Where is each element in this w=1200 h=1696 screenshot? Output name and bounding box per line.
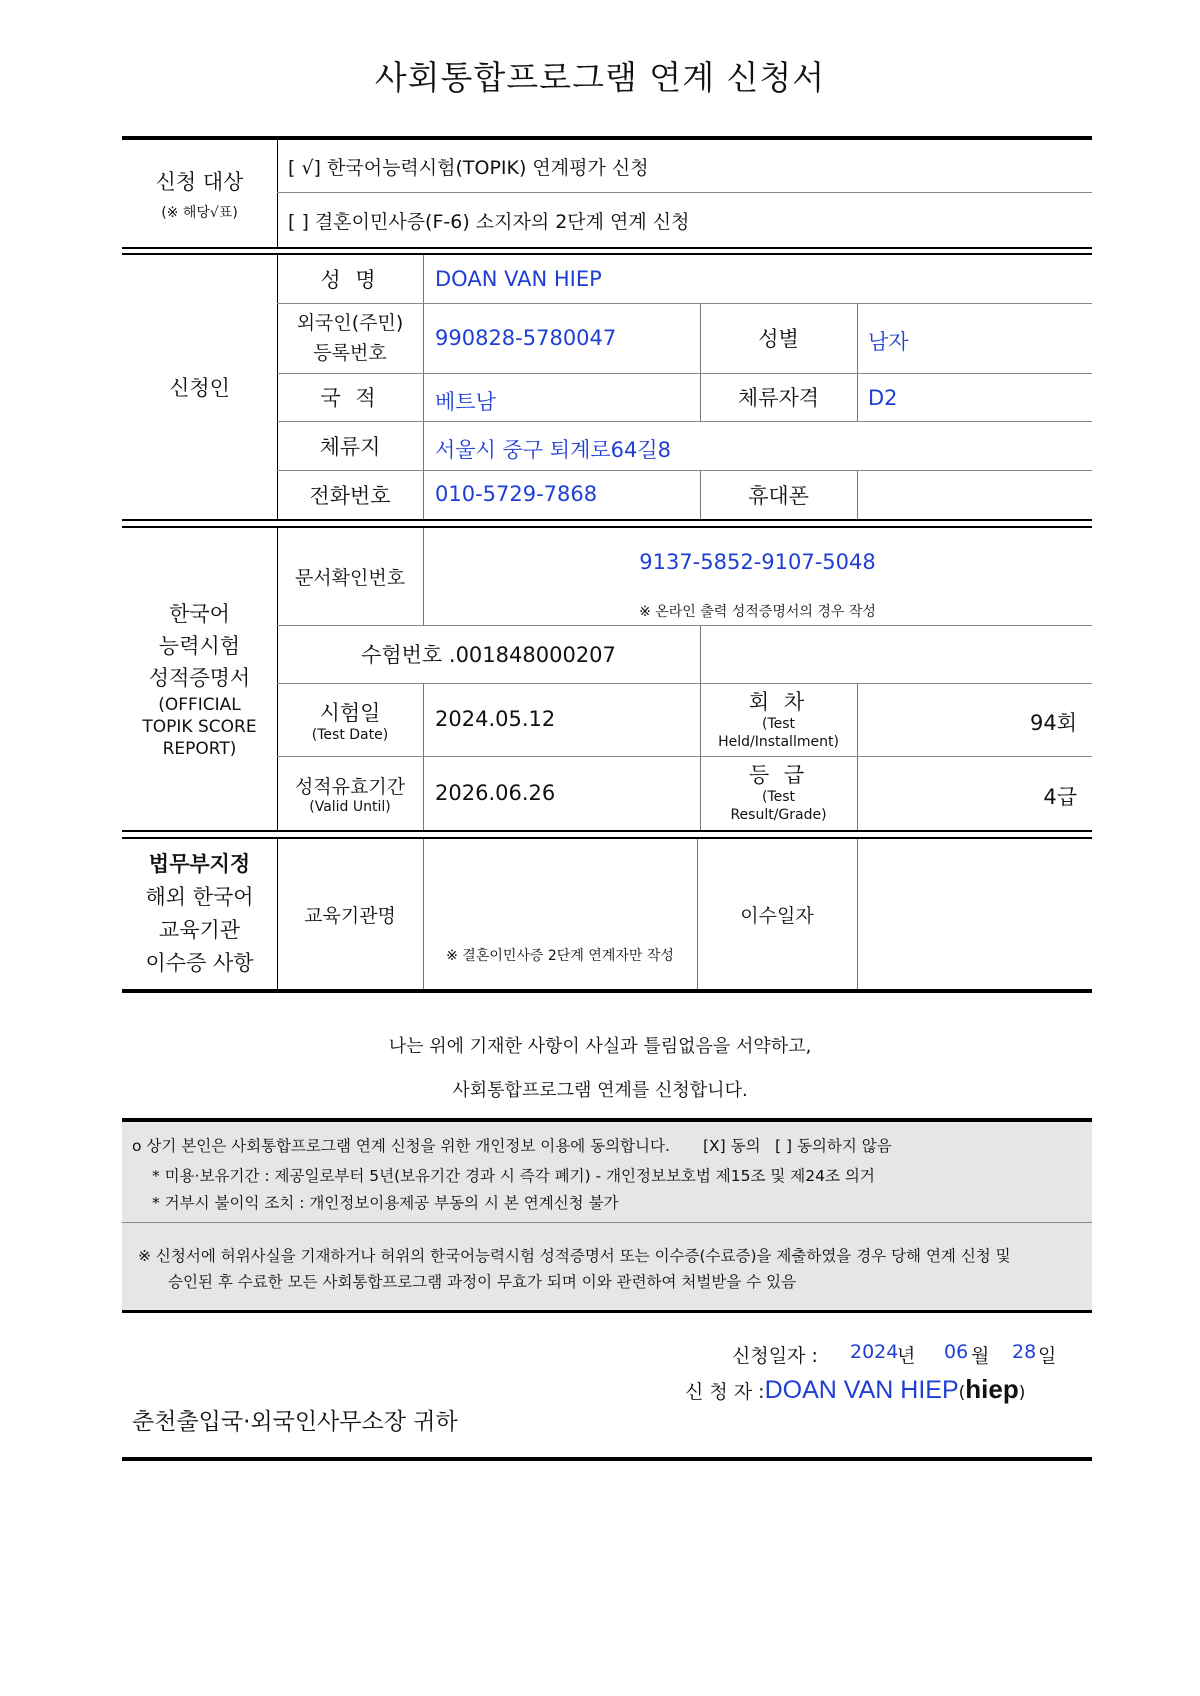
warning-line-2: 승인된 후 수료한 모든 사회통합프로그램 과정이 무효가 되며 이와 관련하여 처벌받을 수 있음 (168, 1273, 797, 1291)
round-value: 94회 (1029, 711, 1077, 735)
exam-no: 수험번호 .001848000207 (361, 643, 616, 667)
target-option-topik: [ √] 한국어능력시험(TOPIK) 연계평가 신청 (288, 157, 649, 179)
valid-value: 2026.06.26 (435, 781, 556, 805)
topik-label-en-2: TOPIK SCORE (142, 717, 257, 737)
valid-label (277, 756, 423, 830)
recipient: 춘천출입국·외국인사무소장 귀하 (132, 1409, 458, 1435)
address-value: 서울시 중구 퇴계로64길8 (435, 438, 672, 462)
apply-day: 28 (1012, 1341, 1037, 1363)
reg-no-value: 990828-5780047 (435, 326, 617, 350)
apply-month: 06 (944, 1341, 969, 1363)
topik-label-en-3: REPORT) (162, 739, 237, 759)
institution-note: ※ 결혼이민사증 2단계 연계자만 작성 (446, 948, 674, 964)
topik-label-1: 한국어 (169, 602, 230, 626)
valid-label-ko: 성적유효기간 (294, 775, 406, 798)
institution-section-label (122, 839, 277, 989)
apply-day-unit: 일 (1038, 1345, 1057, 1367)
test-date-label-ko: 시험일 (319, 700, 381, 725)
reg-label-line1: 외국인(주민) (296, 312, 404, 334)
divider (857, 839, 858, 989)
test-date-label (277, 683, 423, 756)
warning-line-1: ※ 신청서에 허위사실을 기재하거나 허위의 한국어능력시험 성적증명서 또는 이수증(수료증)을 제출하였을 경우 당해 연계 신청 및 (138, 1247, 1011, 1265)
divider (857, 303, 858, 421)
phone-label: 전화번호 (309, 483, 391, 508)
section-rule (122, 1118, 1092, 1122)
divider (122, 1222, 1092, 1223)
test-date-value: 2024.05.12 (435, 707, 556, 731)
apply-year: 2024 (850, 1341, 899, 1363)
consent-retention: * 미용·보유기간 : 제공일로부터 5년(보유기간 경과 시 즉각 폐기) - 개인정보보호법 제15조 및 제24조 의거 (152, 1167, 875, 1185)
divider (857, 470, 858, 519)
section-rule (122, 247, 1092, 249)
reg-label (277, 303, 423, 373)
valid-label-en: (Valid Until) (309, 798, 391, 815)
address-label: 체류지 (319, 434, 381, 459)
round-label-en-2: Held/Installment) (718, 733, 839, 750)
consent-agree[interactable]: [X] 동의 (703, 1137, 761, 1155)
round-label-en-1: (Test (761, 715, 796, 732)
divider (423, 839, 424, 989)
section-rule (122, 1310, 1092, 1313)
doc-no-value: 9137-5852-9107-5048 (639, 550, 876, 574)
applicant-signature-line (685, 1374, 1025, 1405)
round-label (700, 683, 857, 756)
institution-name-label: 교육기관명 (304, 904, 396, 927)
target-label: 신청 대상 (155, 169, 244, 194)
applicant-sign-label: 신 청 자 : (685, 1381, 765, 1403)
section-rule (122, 830, 1092, 832)
status-label: 체류자격 (737, 386, 820, 410)
section-rule (122, 989, 1092, 993)
apply-year-unit: 년 (897, 1345, 916, 1367)
consent-refusal: * 거부시 불이익 조치 : 개인정보이용제공 부동의 시 본 연계신청 불가 (152, 1194, 619, 1212)
pledge-line-1: 나는 위에 기재한 사항이 사실과 틀림없음을 서약하고, (388, 1036, 812, 1057)
round-label-ko: 회 차 (748, 689, 809, 714)
grade-label-ko: 등 급 (748, 763, 809, 787)
status-value: D2 (868, 386, 898, 410)
target-label-cell (122, 140, 277, 247)
divider (277, 192, 1092, 193)
grade-label-en-1: (Test (761, 789, 796, 805)
grade-label-en-2: Result/Grade) (730, 807, 827, 823)
divider (423, 255, 424, 519)
name-value: DOAN VAN HIEP (435, 267, 602, 291)
grade-value: 4급 (1043, 785, 1077, 809)
test-date-label-en: (Test Date) (311, 726, 389, 743)
applicant-sign-name: DOAN VAN HIEP (764, 1376, 959, 1404)
topik-label-2: 능력시험 (158, 634, 241, 658)
target-note: (※ 해당√표) (161, 204, 238, 221)
apply-date-label: 신청일자 : (732, 1345, 818, 1367)
bottom-rule (122, 1457, 1092, 1461)
sex-value: 남자 (868, 330, 909, 354)
target-option-marriage: [ ] 결혼이민사증(F-6) 소지자의 2단계 연계 신청 (288, 211, 690, 233)
mobile-label: 휴대폰 (748, 483, 809, 508)
institution-label-4: 이수증 사항 (145, 951, 254, 975)
apply-month-unit: 월 (971, 1345, 990, 1367)
consent-disagree[interactable]: [ ] 동의하지 않음 (775, 1137, 892, 1155)
topik-label-3: 성적증명서 (148, 666, 251, 690)
nationality-value: 베트남 (435, 390, 496, 414)
completion-date-label: 이수일자 (740, 904, 814, 927)
topik-section-label (122, 528, 277, 830)
topik-label-en-1: (OFFICIAL (158, 695, 241, 715)
pledge-line-2: 사회통합프로그램 연계를 신청합니다. (452, 1080, 748, 1101)
nationality-label: 국 적 (320, 386, 380, 410)
institution-label-1: 법무부지정 (148, 852, 251, 876)
consent-main: o 상기 본인은 사회통합프로그램 연계 신청을 위한 개인정보 이용에 동의합니다. (132, 1137, 670, 1155)
grade-label (700, 756, 857, 830)
sex-label: 성별 (758, 327, 799, 351)
reg-label-line2: 등록번호 (313, 342, 387, 364)
sign-paren-open: ( (958, 1383, 966, 1403)
name-label: 성 명 (320, 268, 380, 292)
institution-label-2: 해외 한국어 (145, 885, 254, 909)
phone-value: 010-5729-7868 (435, 482, 598, 506)
doc-no-note: ※ 온라인 출력 성적증명서의 경우 작성 (639, 604, 876, 620)
applicant-signature: hiep (965, 1374, 1019, 1404)
page-title: 사회통합프로그램 연계 신청서 (374, 58, 826, 97)
sign-paren-close: ) (1018, 1383, 1026, 1403)
applicant-section-label: 신청인 (169, 376, 230, 400)
institution-label-3: 교육기관 (158, 918, 241, 942)
section-rule (122, 519, 1092, 521)
divider (277, 140, 278, 247)
doc-no-label: 문서확인번호 (294, 567, 406, 589)
